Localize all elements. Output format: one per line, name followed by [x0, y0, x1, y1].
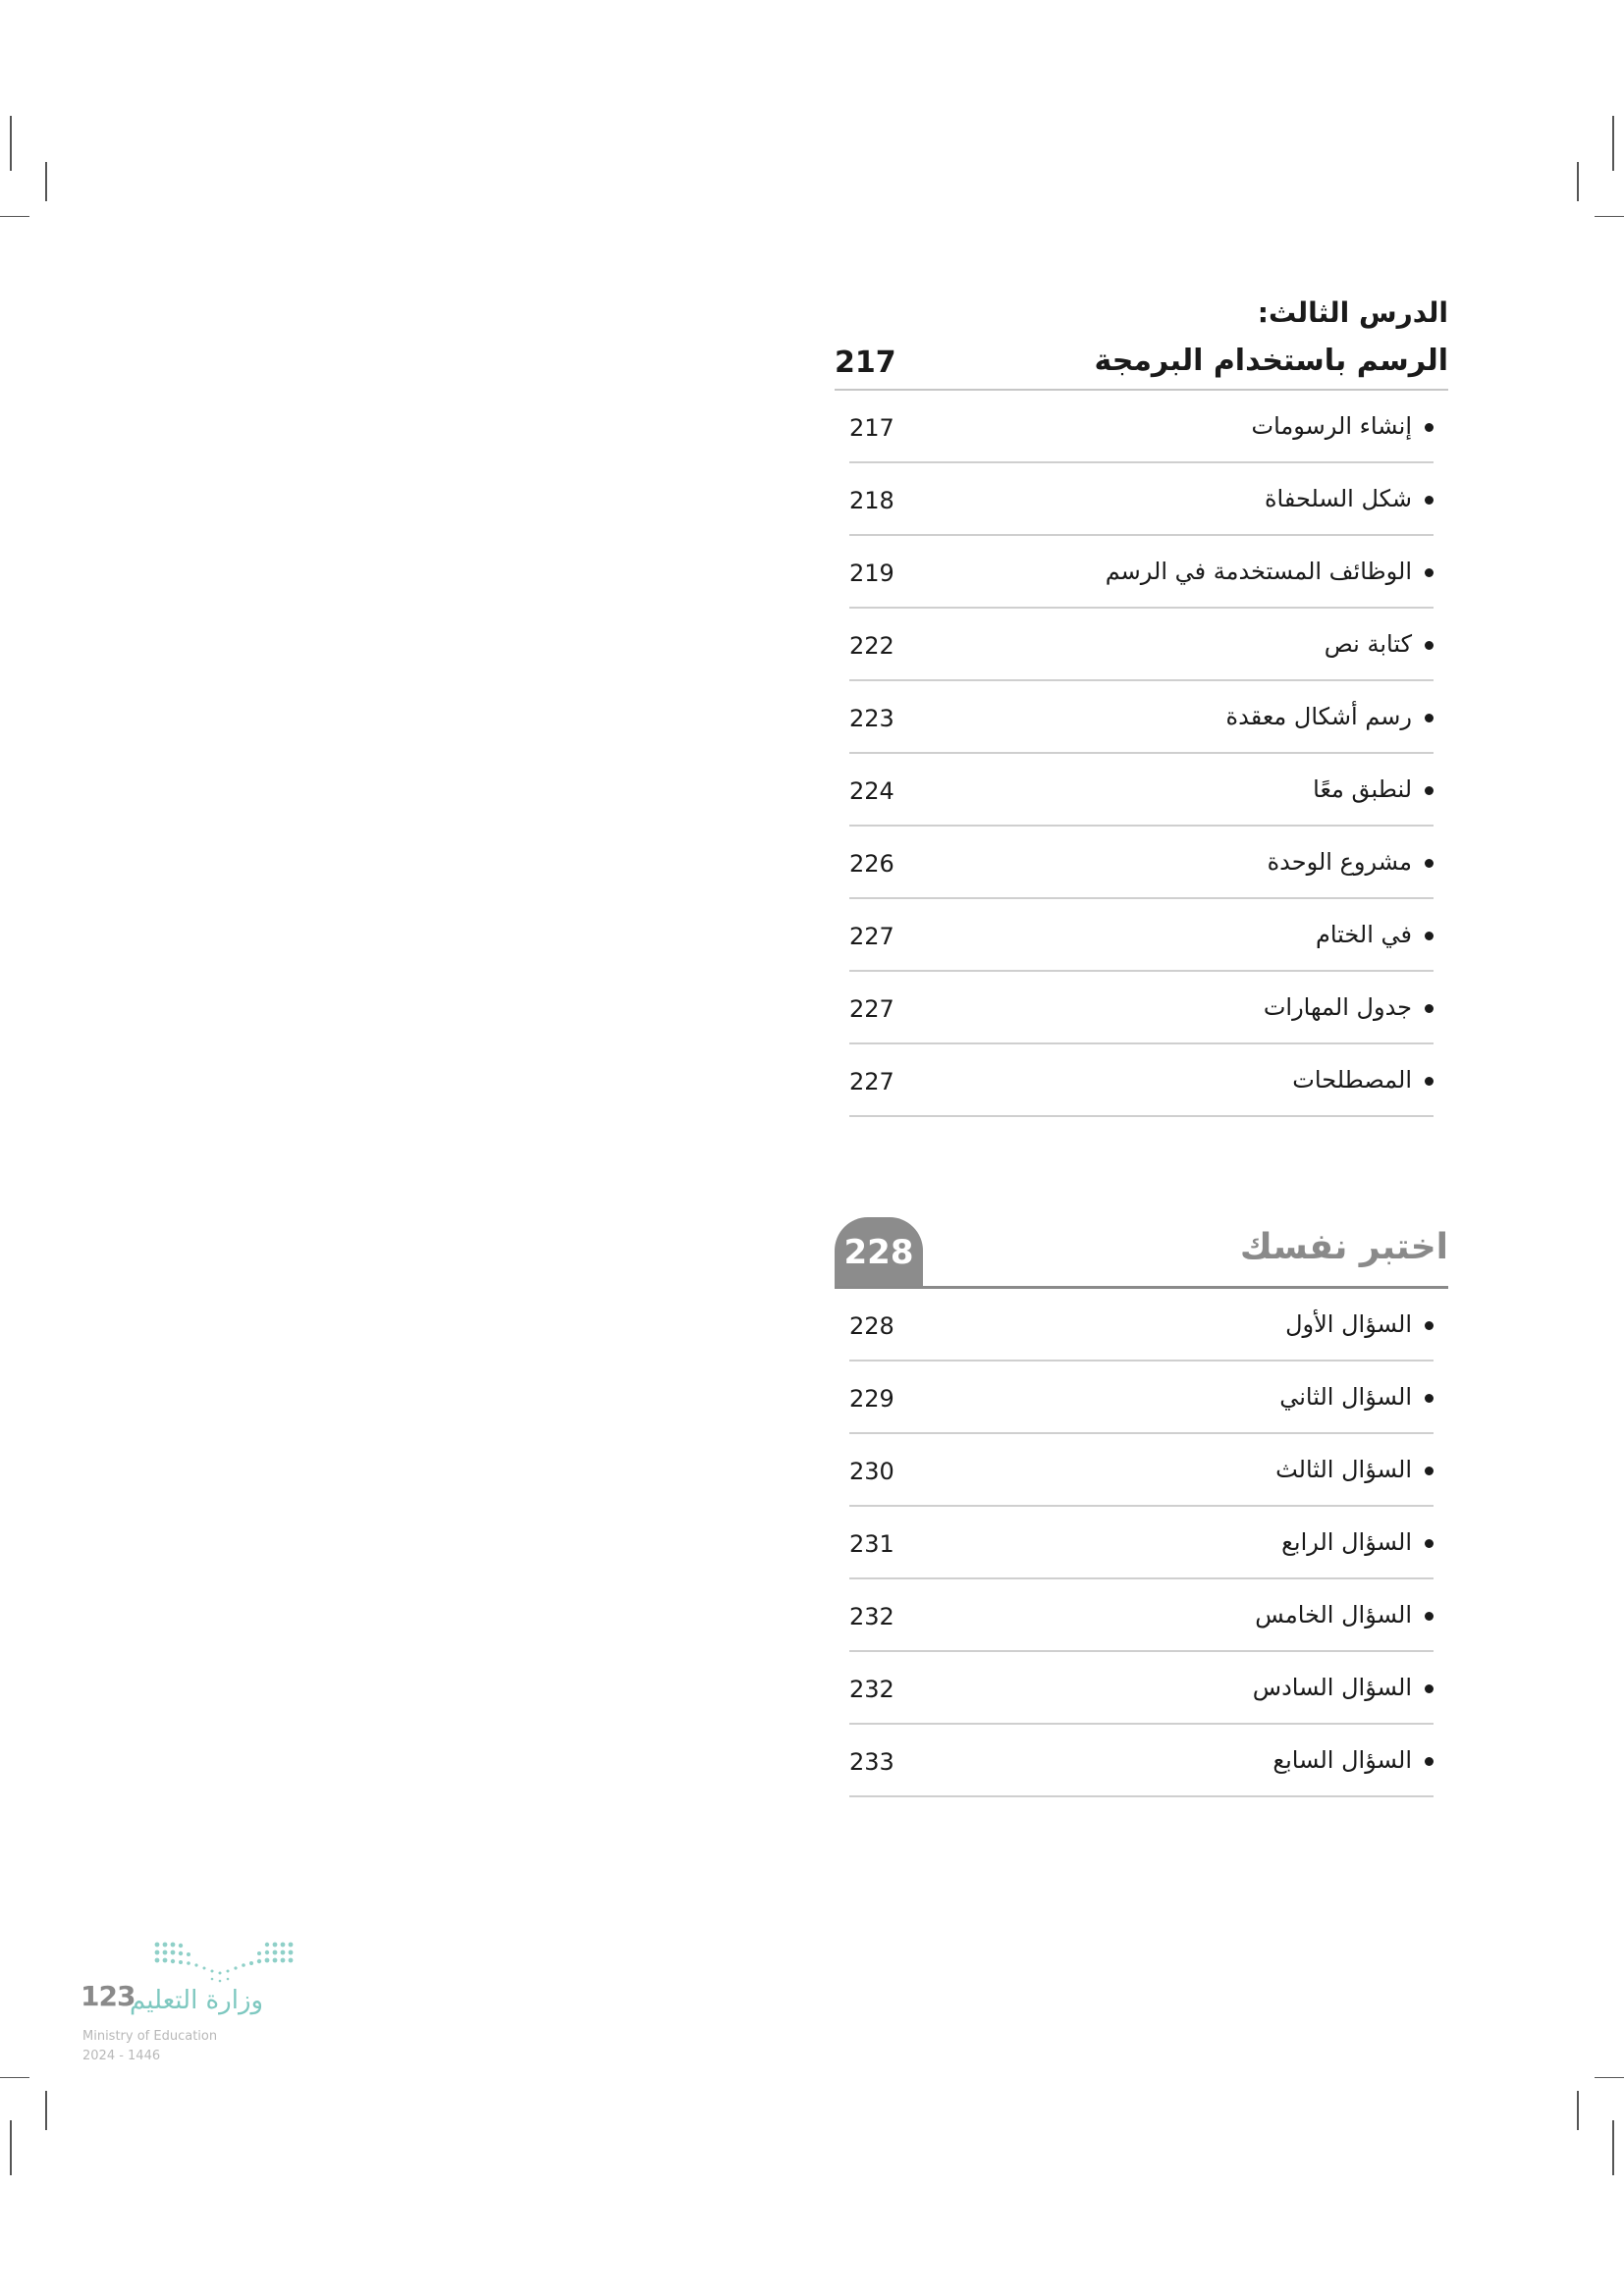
entry-label: السؤال الثالث — [1275, 1456, 1412, 1483]
test-section — [835, 1215, 1448, 1797]
entry-label: مشروع الوحدة — [1267, 848, 1412, 876]
entry-label: في الختام — [1316, 921, 1412, 948]
ministry-name-en: Ministry of Education — [82, 2029, 218, 2044]
bullet-icon — [1425, 786, 1434, 795]
toc-entry[interactable] — [849, 754, 1434, 827]
ministry-logo — [81, 1939, 306, 2076]
bullet-icon — [1425, 1467, 1434, 1475]
page-number: 123 — [81, 1980, 135, 2012]
toc-entry[interactable] — [849, 536, 1434, 609]
entry-label: السؤال السادس — [1252, 1674, 1412, 1701]
crop-mark — [1595, 216, 1624, 217]
toc-entry[interactable] — [849, 463, 1434, 536]
bullet-icon — [1425, 496, 1434, 505]
crop-mark — [10, 2120, 12, 2175]
entry-label: السؤال الأول — [1285, 1310, 1412, 1338]
crop-mark — [1595, 2077, 1624, 2078]
lesson-title: الرسم باستخدام البرمجة — [1094, 344, 1448, 378]
entry-label: السؤال الثاني — [1279, 1383, 1412, 1411]
entry-label: جدول المهارات — [1263, 993, 1412, 1021]
toc-entry[interactable] — [849, 1044, 1434, 1117]
crop-mark — [45, 2091, 47, 2130]
bullet-icon — [1425, 714, 1434, 722]
logo-dots-icon — [151, 1939, 298, 1988]
crop-mark — [45, 162, 47, 201]
entry-label: المصطلحات — [1292, 1066, 1412, 1094]
entry-page: 218 — [849, 487, 894, 514]
entry-label: لنطبق معًا — [1313, 775, 1412, 803]
bullet-icon — [1425, 568, 1434, 577]
entry-page: 233 — [849, 1748, 894, 1776]
toc-entry[interactable] — [849, 899, 1434, 972]
toc-entry[interactable] — [849, 1434, 1434, 1507]
bullet-icon — [1425, 1394, 1434, 1403]
test-title: اختبر نفسك — [1239, 1227, 1448, 1267]
lesson-number: الدرس الثالث: — [1257, 296, 1448, 329]
edition-year: 2024 - 1446 — [82, 2049, 161, 2063]
toc-entry[interactable] — [849, 1579, 1434, 1652]
crop-mark — [1612, 2120, 1614, 2175]
toc-entry[interactable] — [849, 827, 1434, 899]
bullet-icon — [1425, 1684, 1434, 1693]
entry-page: 222 — [849, 632, 894, 660]
ministry-name-ar: وزارة التعليم — [130, 1986, 264, 2015]
toc-entry[interactable] — [849, 1652, 1434, 1725]
lesson-header — [835, 294, 1448, 391]
bullet-icon — [1425, 423, 1434, 432]
entry-page: 217 — [849, 414, 894, 442]
entry-page: 232 — [849, 1676, 894, 1703]
bullet-icon — [1425, 1004, 1434, 1013]
entry-page: 227 — [849, 995, 894, 1023]
crop-mark — [1577, 162, 1579, 201]
entry-page: 223 — [849, 705, 894, 732]
toc-entry[interactable] — [849, 681, 1434, 754]
bullet-icon — [1425, 1077, 1434, 1086]
toc-entry[interactable] — [849, 1289, 1434, 1362]
entry-page: 226 — [849, 850, 894, 878]
toc-entry[interactable] — [849, 391, 1434, 463]
entry-label: الوظائف المستخدمة في الرسم — [1105, 558, 1412, 585]
entry-page: 229 — [849, 1385, 894, 1413]
bullet-icon — [1425, 1757, 1434, 1766]
entry-page: 219 — [849, 560, 894, 587]
entry-label: رسم أشكال معقدة — [1225, 703, 1412, 730]
lesson-section — [835, 294, 1448, 1117]
entry-label: إنشاء الرسومات — [1251, 412, 1412, 440]
crop-mark — [1577, 2091, 1579, 2130]
bullet-icon — [1425, 1539, 1434, 1548]
test-header — [835, 1215, 1448, 1289]
bullet-icon — [1425, 1321, 1434, 1330]
toc-entry[interactable] — [849, 1362, 1434, 1434]
crop-mark — [0, 2077, 29, 2078]
toc-entry[interactable] — [849, 1725, 1434, 1797]
entry-page: 231 — [849, 1530, 894, 1558]
bullet-icon — [1425, 1612, 1434, 1621]
bullet-icon — [1425, 932, 1434, 940]
entry-label: كتابة نص — [1324, 630, 1412, 658]
entry-page: 227 — [849, 1068, 894, 1095]
entry-label: السؤال السابع — [1272, 1746, 1412, 1774]
entry-page: 224 — [849, 777, 894, 805]
entry-page: 227 — [849, 923, 894, 950]
test-page-badge: 228 — [835, 1217, 923, 1286]
crop-mark — [10, 116, 12, 171]
entry-label: شكل السلحفاة — [1264, 485, 1412, 512]
toc-entry[interactable] — [849, 972, 1434, 1044]
crop-mark — [0, 216, 29, 217]
test-entries — [835, 1289, 1448, 1797]
bullet-icon — [1425, 641, 1434, 650]
toc-entry[interactable] — [849, 609, 1434, 681]
entry-page: 230 — [849, 1458, 894, 1485]
bullet-icon — [1425, 859, 1434, 868]
entry-label: السؤال الرابع — [1281, 1528, 1412, 1556]
lesson-page-number: 217 — [835, 346, 896, 380]
entry-page: 232 — [849, 1603, 894, 1630]
entry-label: السؤال الخامس — [1255, 1601, 1412, 1629]
entry-page: 228 — [849, 1312, 894, 1340]
toc-entry[interactable] — [849, 1507, 1434, 1579]
crop-mark — [1612, 116, 1614, 171]
lesson-entries — [835, 391, 1448, 1117]
